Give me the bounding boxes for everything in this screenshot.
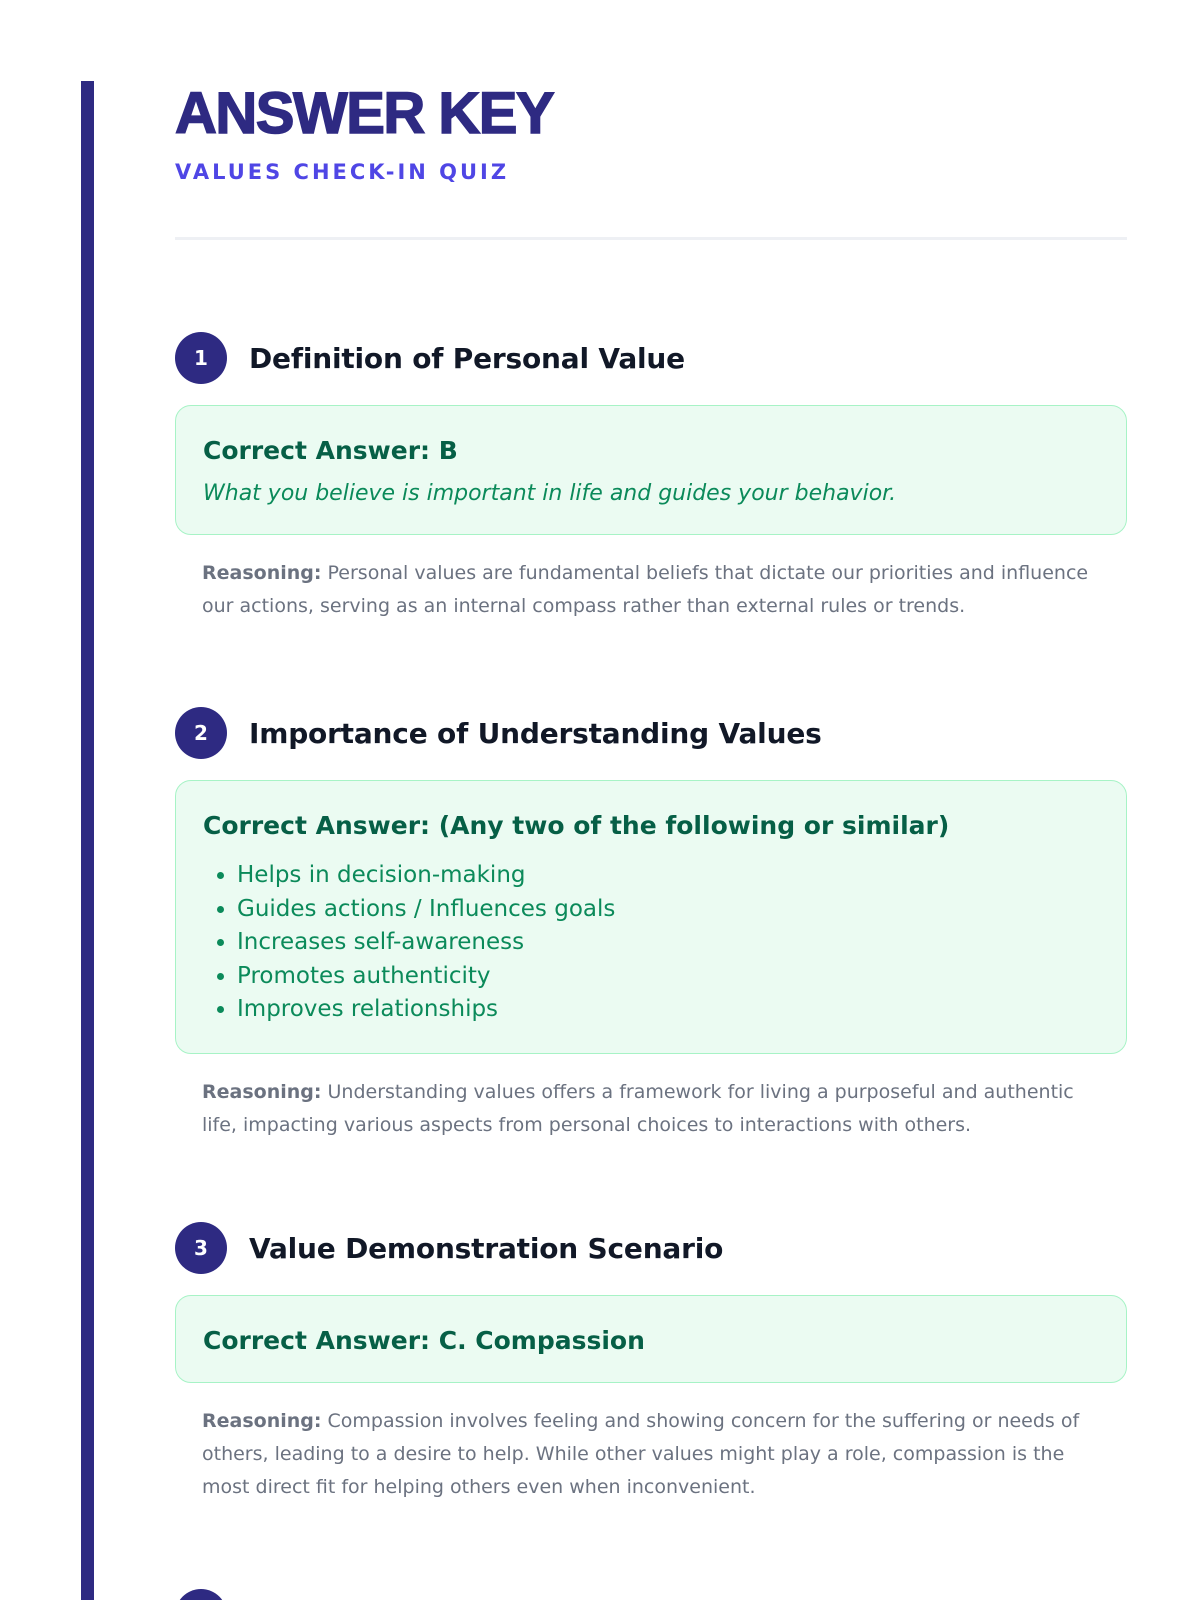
reasoning-body: Understanding values offers a framework for living a purposeful and authentic life, impacting various aspects from personal choices to interactions with others. <box>202 1080 1074 1136</box>
list-item: • Improves relationships <box>237 993 1099 1027</box>
correct-answer-box <box>175 1295 1127 1383</box>
list-item: • Helps in decision-making <box>237 859 1099 893</box>
list-item: • Promotes authenticity <box>237 960 1099 994</box>
list-item: • Increases self-awareness <box>237 926 1099 960</box>
question-2 <box>175 707 1127 1142</box>
header-divider <box>175 237 1127 240</box>
reasoning-label: Reasoning: <box>202 1080 322 1103</box>
next-question-number-badge <box>175 1589 227 1600</box>
correct-answer-box <box>175 780 1127 1054</box>
question-title: Value Demonstration Scenario <box>249 1231 724 1265</box>
question-number-badge: 2 <box>175 707 227 759</box>
answer-key-document <box>175 81 1127 1498</box>
left-accent-bar <box>81 81 94 1600</box>
correct-answer-detail: What you believe is important in life and guides your behavior. <box>203 481 897 506</box>
correct-answer-label: Correct Answer: (Any two of the following or similar) <box>203 811 950 840</box>
question-header <box>175 332 1127 384</box>
reasoning-text <box>175 1076 1127 1142</box>
correct-answer-box <box>175 405 1127 535</box>
question-number-badge: 3 <box>175 1222 227 1274</box>
question-header <box>175 1222 1127 1274</box>
question-title: Importance of Understanding Values <box>249 716 822 750</box>
page-title: ANSWER KEY <box>175 81 554 146</box>
question-3 <box>175 1222 1127 1504</box>
correct-answer-list <box>203 859 1099 1027</box>
question-1 <box>175 332 1127 623</box>
page-subtitle: VALUES CHECK-IN QUIZ <box>175 160 510 184</box>
question-header <box>175 707 1127 759</box>
list-item: • Guides actions / Influences goals <box>237 893 1099 927</box>
correct-answer-label: Correct Answer: B <box>203 436 458 465</box>
reasoning-body: Compassion involves feeling and showing concern for the suffering or needs of others, leading to a desire to help. While other values might play a role, compassion is the most direct fit for helping others even when inconvenient. <box>202 1410 1080 1498</box>
reasoning-text <box>175 557 1127 623</box>
correct-answer-label: Correct Answer: C. Compassion <box>203 1326 645 1355</box>
reasoning-label: Reasoning: <box>202 562 322 584</box>
reasoning-body: Personal values are fundamental beliefs that dictate our priorities and influence our actions, serving as an internal compass rather than external rules or trends. <box>202 562 1089 617</box>
reasoning-text <box>175 1405 1127 1504</box>
question-number-badge: 1 <box>175 332 227 384</box>
reasoning-label: Reasoning: <box>202 1410 322 1432</box>
question-title: Definition of Personal Value <box>249 341 685 375</box>
